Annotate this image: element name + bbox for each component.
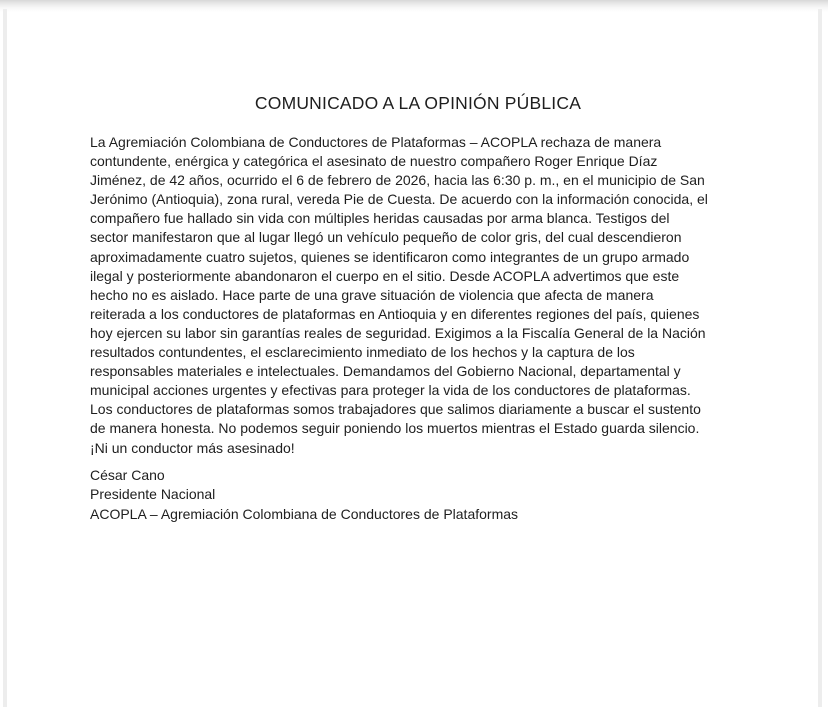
signature-organization: ACOPLA – Agremiación Colombiana de Conductores de Plataformas	[90, 505, 519, 522]
body-line: de manera honesta. No podemos seguir poniendo los muertos mientras el Estado guarda silencio.	[90, 420, 700, 437]
body-line: sector manifestaron que al lugar llegó un vehículo pequeño de color gris, del cual descendieron	[90, 229, 682, 246]
signature-name: César Cano	[90, 467, 165, 483]
body-line: hecho no es aislado. Hace parte de una grave situación de violencia que afecta de manera	[90, 286, 654, 303]
body-line: aproximadamente cuatro sujetos, quienes se identificaron como integrantes de un grupo armado	[90, 248, 690, 265]
body-line: Los conductores de plataformas somos trabajadores que salimos diariamente a buscar el sustento	[90, 401, 701, 418]
body-line: Jerónimo (Antioquia), zona rural, vereda Pie de Cuesta. De acuerdo con la información conocida, el	[90, 191, 708, 208]
page-top-shadow	[0, 0, 828, 12]
body-line: ¡Ni un conductor más asesinado!	[90, 439, 295, 456]
body-line: responsables materiales e intelectuales. Demandamos del Gobierno Nacional, departamental y	[90, 363, 681, 380]
document-title: COMUNICADO A LA OPINIÓN PÚBLICA	[254, 93, 582, 113]
body-line: Jiménez, de 42 años, ocurrido el 6 de febrero de 2026, hacia las 6:30 p. m., en el municipio de San	[90, 172, 705, 189]
signature-role: Presidente Nacional	[90, 486, 216, 503]
body-line: resultados contundentes, el esclarecimiento inmediato de los hechos y la captura de los	[90, 344, 635, 361]
body-line: reiterada a los conductores de plataformas en Antioquia y en diferentes regiones del país, quienes	[90, 305, 700, 322]
body-line: contundente, enérgica y categórica el asesinato de nuestro compañero Roger Enrique Díaz	[90, 153, 658, 170]
page-left-edge	[3, 9, 7, 707]
document-body	[90, 133, 760, 458]
body-line: ilegal y posteriormente abandonaron el cuerpo en el sitio. Desde ACOPLA advertimos que este	[90, 267, 680, 284]
signature-block	[90, 466, 760, 524]
body-line: hoy ejercen su labor sin garantías reales de seguridad. Exigimos a la Fiscalía General de la Nación	[90, 324, 706, 341]
body-line: La Agremiación Colombiana de Conductores de Plataformas – ACOPLA rechaza de manera	[90, 134, 662, 150]
page-right-edge	[818, 9, 822, 707]
body-line: compañero fue hallado sin vida con múltiples heridas causadas por arma blanca. Testigos del	[90, 210, 670, 227]
body-line: municipal acciones urgentes y efectivas para proteger la vida de los conductores de plataformas.	[90, 382, 691, 399]
